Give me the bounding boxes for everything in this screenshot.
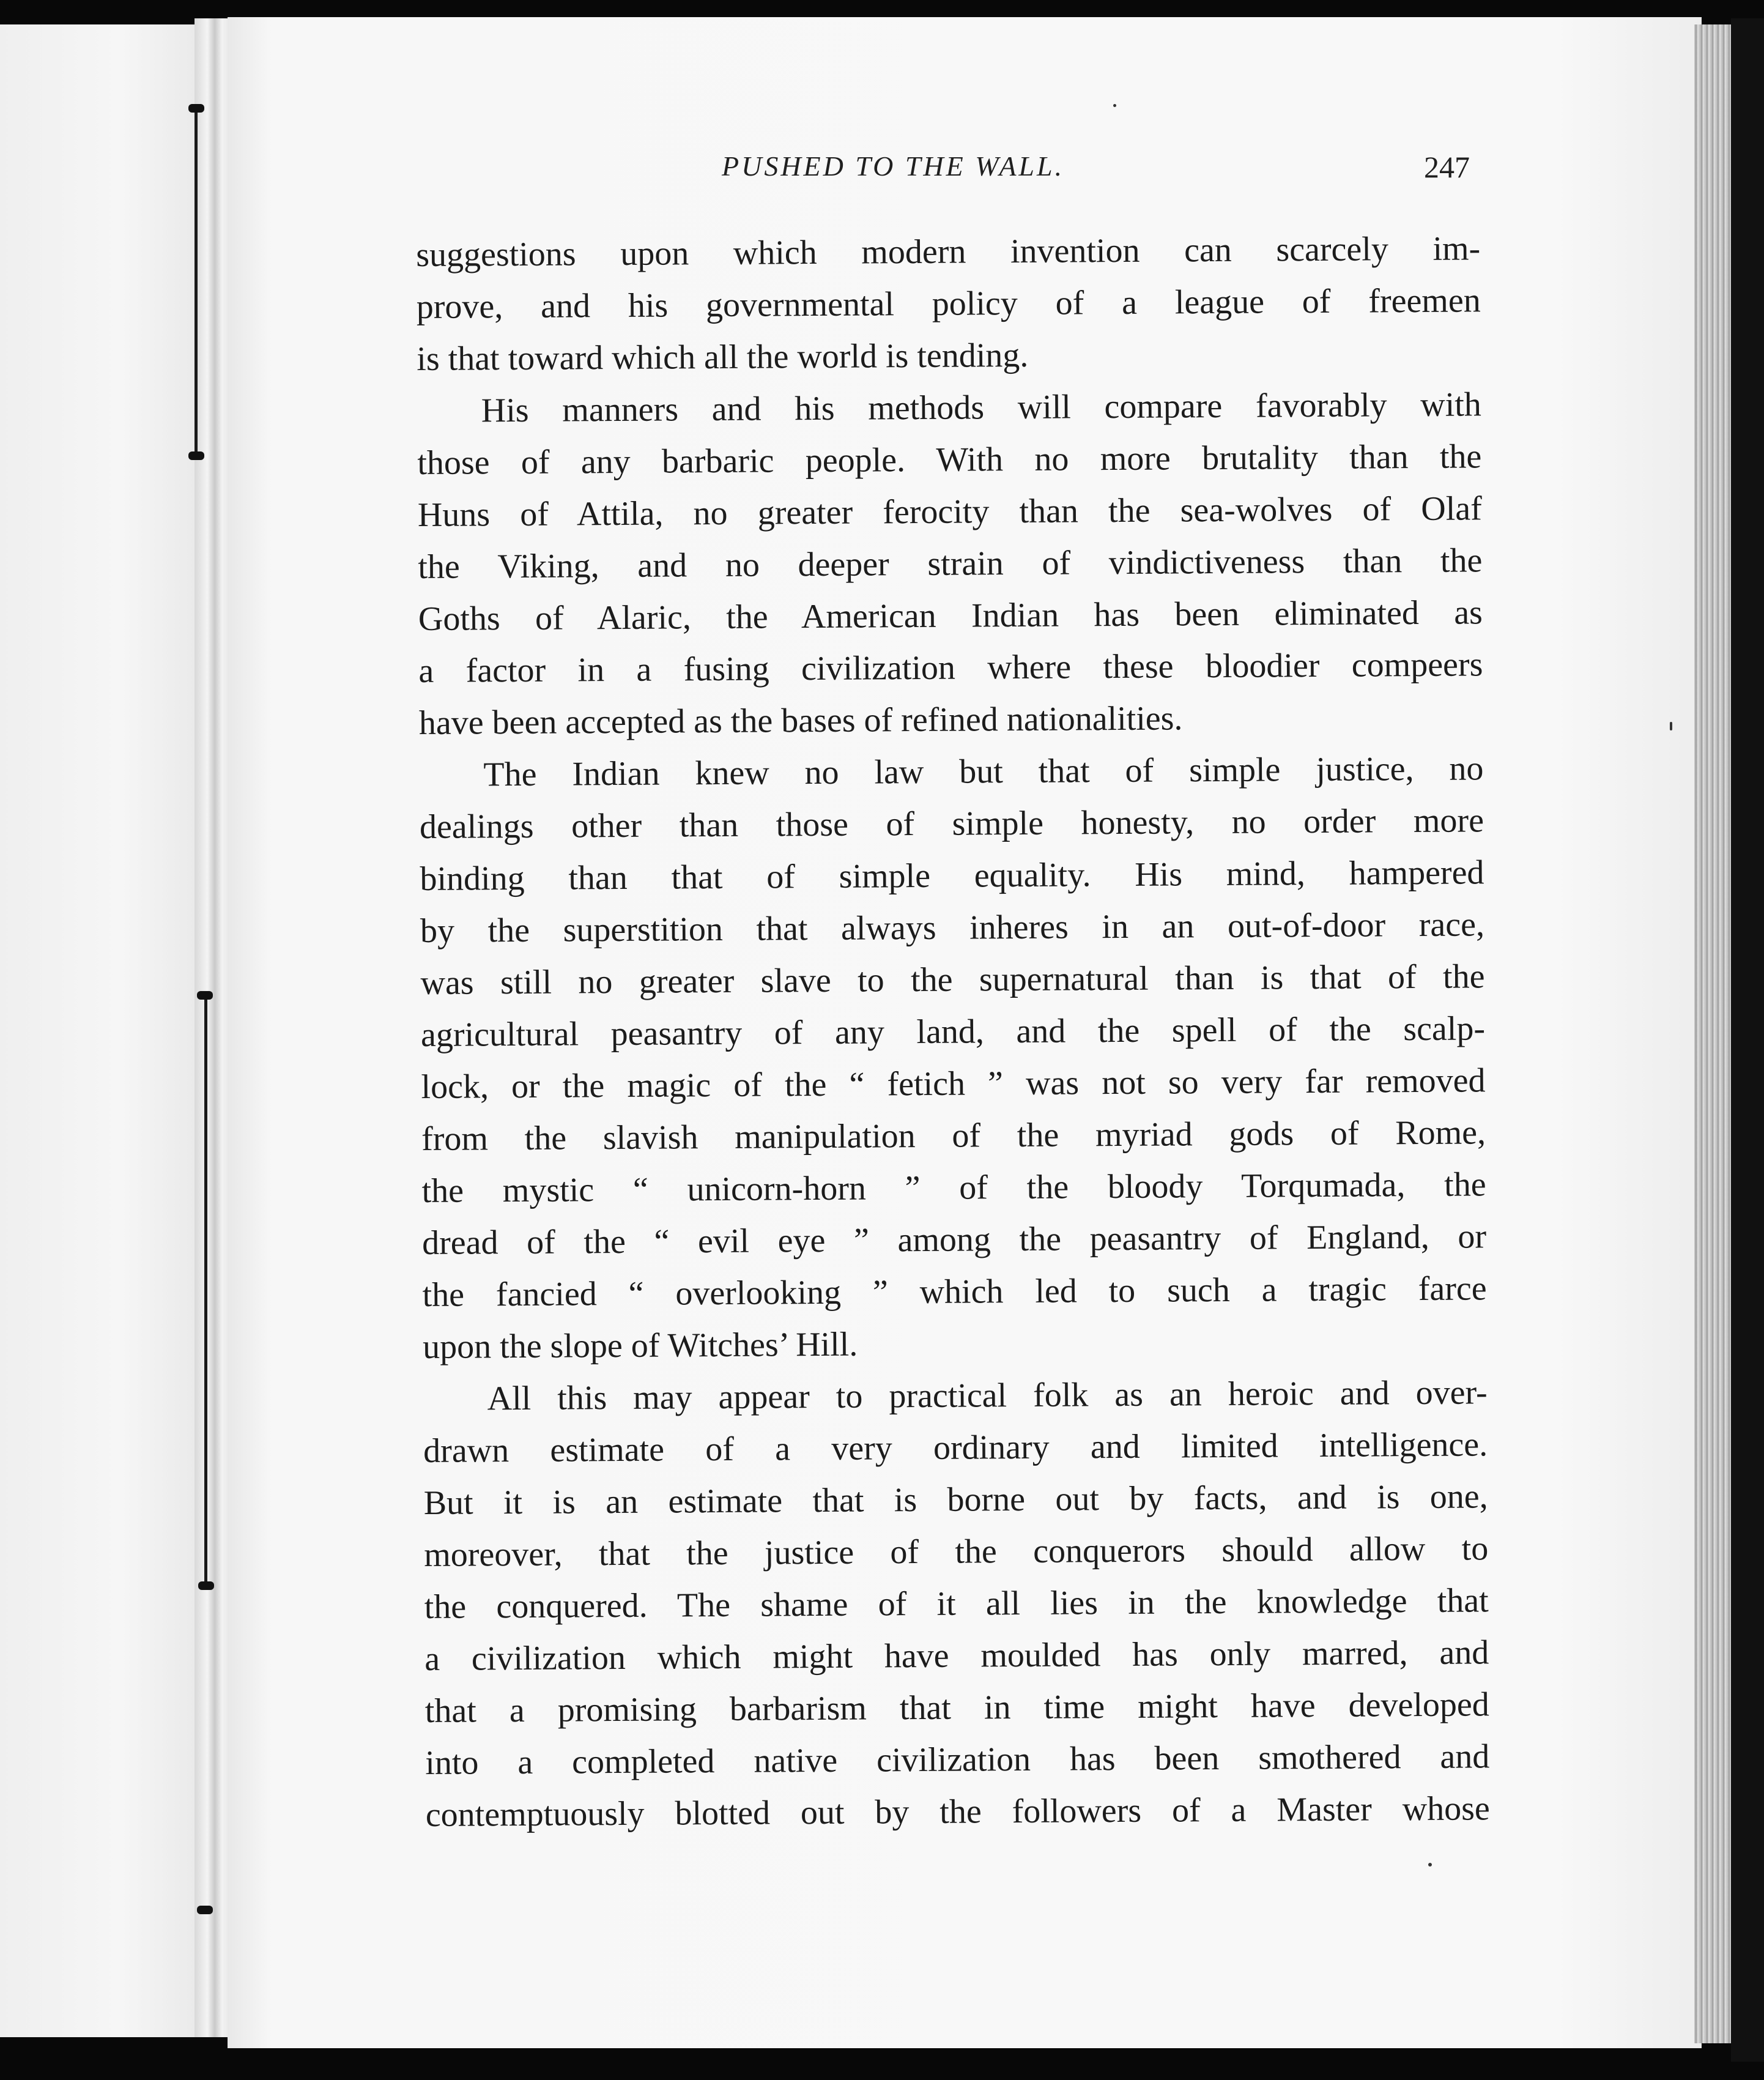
text-line: dealings other than those of simple honesty, no order more — [419, 801, 1484, 846]
text-line: was still no greater slave to the supernatural than is that of the — [420, 957, 1485, 1002]
binding-stitch — [204, 997, 207, 1584]
paper-speck — [1670, 722, 1672, 730]
text-line: the conquered. The shame of it all lies in the knowledge that — [424, 1581, 1489, 1626]
text-line: agricultural peasantry of any land, and the spell of the scalp- — [420, 1009, 1486, 1054]
body-text — [416, 223, 1490, 1841]
text-line: from the slavish manipulation of the myriad gods of Rome, — [421, 1113, 1486, 1158]
cover-edge — [1731, 18, 1764, 2062]
text-line: suggestions upon which modern invention can scarcely im- — [416, 229, 1481, 274]
binding-stitch-knot — [188, 104, 204, 113]
binding-stitch-knot — [197, 991, 213, 1000]
text-line: The Indian knew no law but that of simple justice, no — [483, 749, 1484, 794]
text-line: that a promising barbarism that in time might have developed — [424, 1685, 1489, 1730]
text-line: a factor in a fusing civilization where these bloodier compeers — [418, 645, 1483, 690]
text-line: prove, and his governmental policy of a league of freemen — [416, 281, 1481, 326]
text-line: the Viking, and no deeper strain of vindictiveness than the — [418, 541, 1483, 586]
running-head: PUSHED TO THE WALL. — [722, 150, 1065, 182]
paper-speck — [1113, 104, 1116, 107]
page-edges — [1694, 24, 1731, 2043]
text-line: into a completed native civilization has been smothered and — [425, 1737, 1490, 1782]
page-number: 247 — [1424, 150, 1470, 184]
text-line: have been accepted as the bases of refined nationalities. — [418, 699, 1183, 742]
binding-stitch — [195, 110, 198, 453]
text-line: drawn estimate of a very ordinary and limited intelligence. — [423, 1425, 1488, 1470]
text-line: dread of the “ evil eye ” among the peasantry of England, or — [421, 1217, 1487, 1262]
text-line: lock, or the magic of the “ fetich ” was not so very far removed — [421, 1061, 1486, 1106]
text-line: upon the slope of Witches’ Hill. — [422, 1325, 858, 1366]
text-line: Goths of Alaric, the American Indian has been eliminated as — [418, 593, 1483, 638]
text-line: moreover, that the justice of the conquerors should allow to — [424, 1529, 1489, 1574]
text-line: by the superstition that always inheres in an out-of-door race, — [420, 905, 1485, 950]
text-line: a civilization which might have moulded has only marred, and — [424, 1633, 1489, 1678]
text-line: those of any barbaric people. With no more brutality than the — [417, 437, 1482, 482]
book-gutter — [195, 18, 231, 2037]
left-page — [0, 24, 202, 2037]
binding-stitch-knot — [188, 451, 204, 460]
text-line: But it is an estimate that is borne out by facts, and is one, — [423, 1477, 1488, 1522]
text-line: the mystic “ unicorn-horn ” of the bloody Torqumada, the — [421, 1165, 1486, 1210]
text-line: contemptuously blotted out by the followers of a Master whose — [425, 1789, 1490, 1834]
text-line: is that toward which all the world is tending. — [417, 336, 1029, 378]
binding-stitch-knot — [197, 1906, 213, 1914]
text-line: All this may appear to practical folk as an heroic and over- — [487, 1373, 1488, 1418]
paper-speck — [1428, 1863, 1432, 1866]
text-line: Huns of Attila, no greater ferocity than the sea-wolves of Olaf — [417, 489, 1483, 534]
text-line: the fancied “ overlooking ” which led to such a tragic farce — [422, 1269, 1487, 1314]
text-line: binding than that of simple equality. His mind, hampered — [420, 853, 1484, 898]
binding-stitch-knot — [198, 1581, 214, 1590]
text-line: His manners and his methods will compare favorably with — [481, 385, 1481, 430]
